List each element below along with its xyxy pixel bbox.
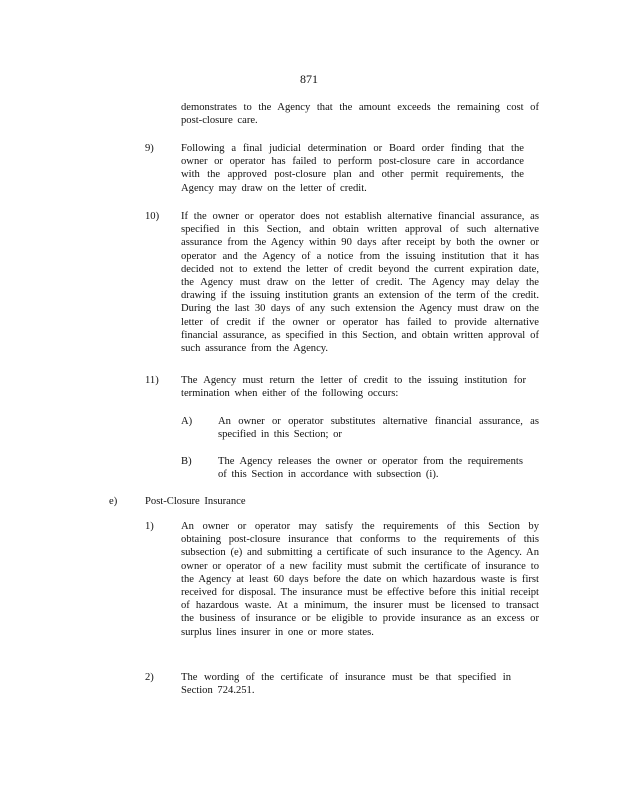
item-label-11: 11) [145,375,159,386]
subitem-text-a: An owner or operator substitutes alternative financial assurance, as specified in this Section; or [218,416,539,441]
subitem-text-b: The Agency releases the owner or operator from the requirements of this Section in accordance with subsection (i). [218,456,523,481]
item-label-e1: 1) [145,521,154,532]
item-label-10: 10) [145,211,160,222]
page-number: 871 [300,72,318,86]
item-label-9: 9) [145,143,154,154]
item-text-11: The Agency must return the letter of credit to the issuing institution for termination when either of the following occurs: [181,375,526,400]
section-e-heading: Post-Closure Insurance [145,496,246,507]
item-text-9: Following a final judicial determination or Board order finding that the owner or operator has failed to perform post-closure care in accordance with the approved post-closure plan and other permit requirements, the Agency may draw on the letter of credit. [181,143,524,194]
item-text-e2: The wording of the certificate of insurance must be that specified in Section 724.251. [181,672,511,697]
section-e-label: e) [109,496,118,507]
item-label-e2: 2) [145,672,154,683]
subitem-label-b: B) [181,456,192,467]
continuation-paragraph: demonstrates to the Agency that the amount exceeds the remaining cost of post-closure care. [181,102,539,127]
item-text-e1: An owner or operator may satisfy the requirements of this Section by obtaining post-closure insurance that conforms to the requirements of this subsection (e) and submitting a certificate of such insurance to the Agency. An owner or operator of a new facility must submit the certificate of insurance to the Agency at least 60 days before the date on which hazardous waste is first received for disposal. The insurance must be effective before this initial receipt of hazardous waste. At a minimum, the insurer must be licensed to transact the business of insurance or be eligible to provide insurance as an excess or surplus lines insurer in one or more states. [181,521,539,638]
item-text-10: If the owner or operator does not establish alternative financial assurance, as specified in this Section, and obtain written approval of such alternative assurance from the Agency within 90 days after receipt by both the owner or operator and the Agency of a notice from the issuing institution that it has decided not to extend the letter of credit beyond the current expiration date, the Agency must draw on the letter of credit. The Agency may delay the drawing if the issuing institution grants an extension of the term of the credit. During the last 30 days of any such extension the Agency must draw on the letter of credit if the owner or operator has failed to provide alternative financial assurance, as specified in this Section, and obtain written approval of such assurance from the Agency. [181,211,539,355]
subitem-label-a: A) [181,416,193,427]
